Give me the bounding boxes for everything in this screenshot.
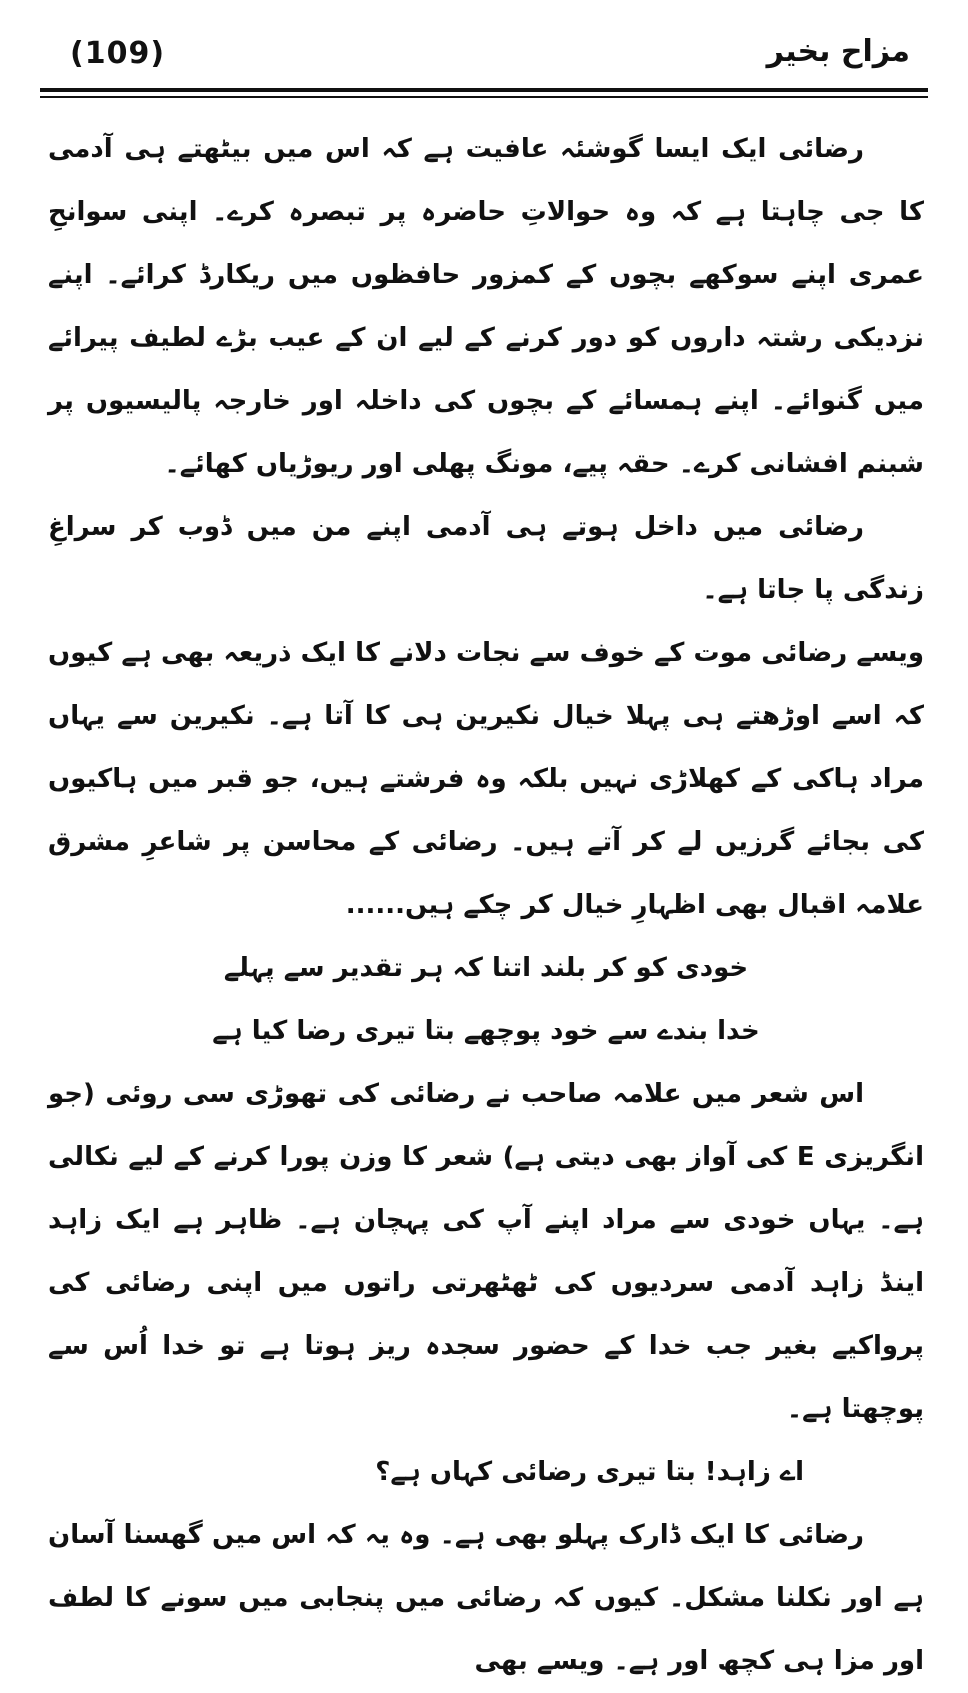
header-rule-thin (40, 96, 928, 98)
paragraph: رضائی ایک ایسا گوشئہ عافیت ہے کہ اس میں بیٹھتے ہی آدمی کا جی چاہتا ہے کہ وہ حوالاتِ حاضرہ پر تبصرہ کرے۔ اپنی سوانحِ عمری اپنے سوکھے بچوں کے کمزور حافظوں میں ریکارڈ کرائے۔ اپنے نزدیکی رشتہ داروں کو دور کرنے کے لیے ان کے عیب بڑے لطیف پیرائے میں گنوائے۔ اپنے ہمسائے کے بچوں کی داخلہ اور خارجہ پالیسیوں پر شبنم افشانی کرے۔ حقہ پیے، مونگ پھلی اور ریوڑیاں کھائے۔ (48, 134, 924, 479)
paragraph: رضائی کا ایک ڈارک پہلو بھی ہے۔ وہ یہ کہ اس میں گھسنا آسان ہے اور نکلنا مشکل۔ کیوں کہ رضائی میں پنجابی میں سونے کا لطف اور مزا ہی کچھ اور ہے۔ ویسے بھی (48, 1520, 924, 1676)
quote-line: اے زاہد! بتا تیری رضائی کہاں ہے؟ (375, 1457, 804, 1487)
header-rule-thick (40, 88, 928, 92)
body-text (48, 118, 924, 1693)
verse-line: خودی کو کر بلند اتنا کہ ہر تقدیر سے پہلے (223, 953, 749, 983)
verse-line: خدا بندے سے خود پوچھے بتا تیری رضا کیا ہے (212, 1016, 760, 1046)
paragraph: اس شعر میں علامہ صاحب نے رضائی کی تھوڑی سی روئی (جو انگریزی E کی آواز بھی دیتی ہے) شعر کا وزن پورا کرنے کے لیے نکالی ہے۔ یہاں خودی سے مراد اپنے آپ کی پہچان ہے۔ ظاہر ہے ایک زاہد اینڈ زاہد آدمی سردیوں کی ٹھٹھرتی راتوں میں اپنی رضائی کی پرواکیے بغیر جب خدا کے حضور سجدہ ریز ہوتا ہے تو خدا اُس سے پوچھتا ہے۔ (48, 1079, 924, 1424)
book-title: مزاح بخیر (766, 34, 910, 69)
paragraph: رضائی میں داخل ہوتے ہی آدمی اپنے من میں ڈوب کر سراغِ زندگی پا جاتا ہے۔ (48, 512, 924, 605)
page-number: (109) (70, 36, 166, 71)
paragraph: ویسے رضائی موت کے خوف سے نجات دلانے کا ایک ذریعہ بھی ہے کیوں کہ اسے اوڑھتے ہی پہلا خیال نکیرین ہی کا آتا ہے۔ نکیرین سے یہاں مراد ہاکی کے کھلاڑی نہیں بلکہ وہ فرشتے ہیں، جو قبر میں ہاکیوں کی بجائے گرزیں لے کر آتے ہیں۔ رضائی کے محاسن پر شاعرِ مشرق علامہ اقبال بھی اظہارِ خیال کر چکے ہیں...... (48, 638, 924, 920)
page-header (40, 28, 928, 90)
